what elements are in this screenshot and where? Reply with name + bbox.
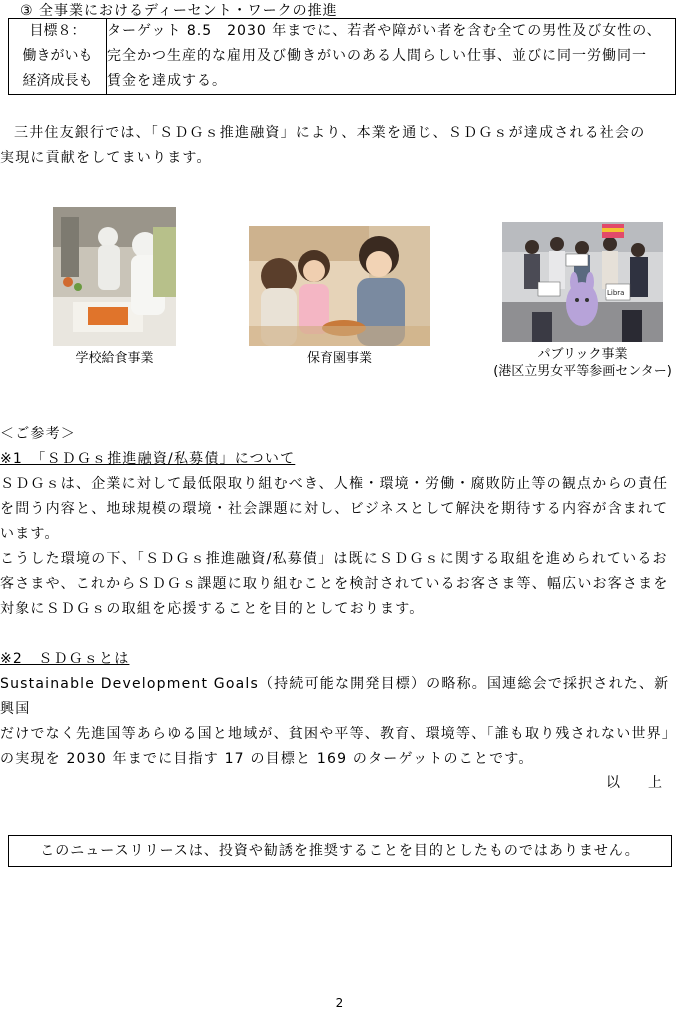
note2-title: ※2 ＳＤＧｓとは: [0, 651, 130, 667]
caption-line: 保育園事業: [306, 351, 372, 366]
note1-line: います。: [0, 526, 60, 542]
photo-caption: [53, 350, 176, 367]
caption-line: 学校給食事業: [75, 351, 154, 366]
nursery-photo: [249, 226, 430, 346]
spacer: [0, 622, 672, 647]
note2-line: だけでなく先進国等あらゆる国と地域が、貧困や平等、教育、環境等、「誰も取り残されない世界」: [0, 726, 677, 742]
intro-line: 三井住友銀行では、「ＳＤＧｓ推進融資」により、本業を通じ、ＳＤＧｓが達成される社会の: [14, 125, 646, 141]
goal-text-line: ターゲット 8.5 2030 年までに、若者や障がい者を含む全ての男性及び女性の、: [107, 23, 662, 39]
reference-heading: ＜ご参考＞: [0, 426, 76, 442]
note1-line: こうした環境の下、「ＳＤＧｓ推進融資/私募債」は既にＳＤＧｓに関する取組を進められているお: [0, 551, 668, 567]
note1-line: ＳＤＧｓは、企業に対して最低限取り組むべき、人権・環境・労働・腐敗防止等の観点からの責任: [0, 476, 669, 492]
goal-table: [8, 18, 676, 95]
note1-line: 客さまや、これからＳＤＧｓ課題に取り組むことを検討されているお客さま等、幅広いお客さまを: [0, 576, 669, 592]
closing-text: 以 上: [606, 775, 662, 791]
goal-text-line: 完全かつ生産的な雇用及び働きがいのある人間らしい仕事、並びに同一労働同一: [107, 48, 647, 64]
school-lunch-photo: [53, 207, 176, 346]
intro-line: 実現に貢献をしてまいります。: [0, 150, 212, 166]
goal-text-line: 賃金を達成する。: [107, 73, 227, 89]
note2-line: Sustainable Development Goals（持続可能な開発目標）の略称。国連総会で採択された、新興国: [0, 676, 670, 717]
note1-line: 対象にＳＤＧｓの取組を応援することを目的としております。: [0, 601, 425, 617]
disclaimer-box: [8, 835, 672, 867]
note2-line: の実現を 2030 年までに目指す 17 の目標と 169 のターゲットのことです。: [0, 751, 534, 767]
caption-line: パブリック事業: [537, 347, 628, 362]
section-heading: ③ 全事業におけるディーセント・ワークの推進: [20, 3, 338, 19]
public-project-photo: [502, 222, 663, 342]
note1-line: を問う内容と、地球規模の環境・社会課題に対し、ビジネスとして解決を期待する内容が含まれて: [0, 501, 669, 517]
page-number: 2: [335, 996, 344, 1010]
photo-sign-text: Libra: [607, 289, 625, 297]
photo-caption: [249, 350, 430, 367]
goal-label-line: 目標８：: [29, 23, 86, 39]
goal-label-cell: [9, 19, 107, 95]
note1-title: ※1 「ＳＤＧｓ推進融資/私募債」について: [0, 451, 296, 467]
intro-paragraph: [0, 121, 672, 171]
goal-text-cell: [107, 19, 676, 95]
goal-label-line: 働きがいも: [22, 48, 93, 64]
disclaimer-text: このニュースリリースは、投資や勧誘を推奨することを目的としたものではありません。: [40, 843, 640, 859]
photo-caption: [478, 346, 679, 380]
caption-line: (港区立男女平等参画センター): [493, 364, 672, 379]
goal-label-line: 経済成長も: [22, 73, 93, 89]
reference-section: [0, 422, 677, 772]
